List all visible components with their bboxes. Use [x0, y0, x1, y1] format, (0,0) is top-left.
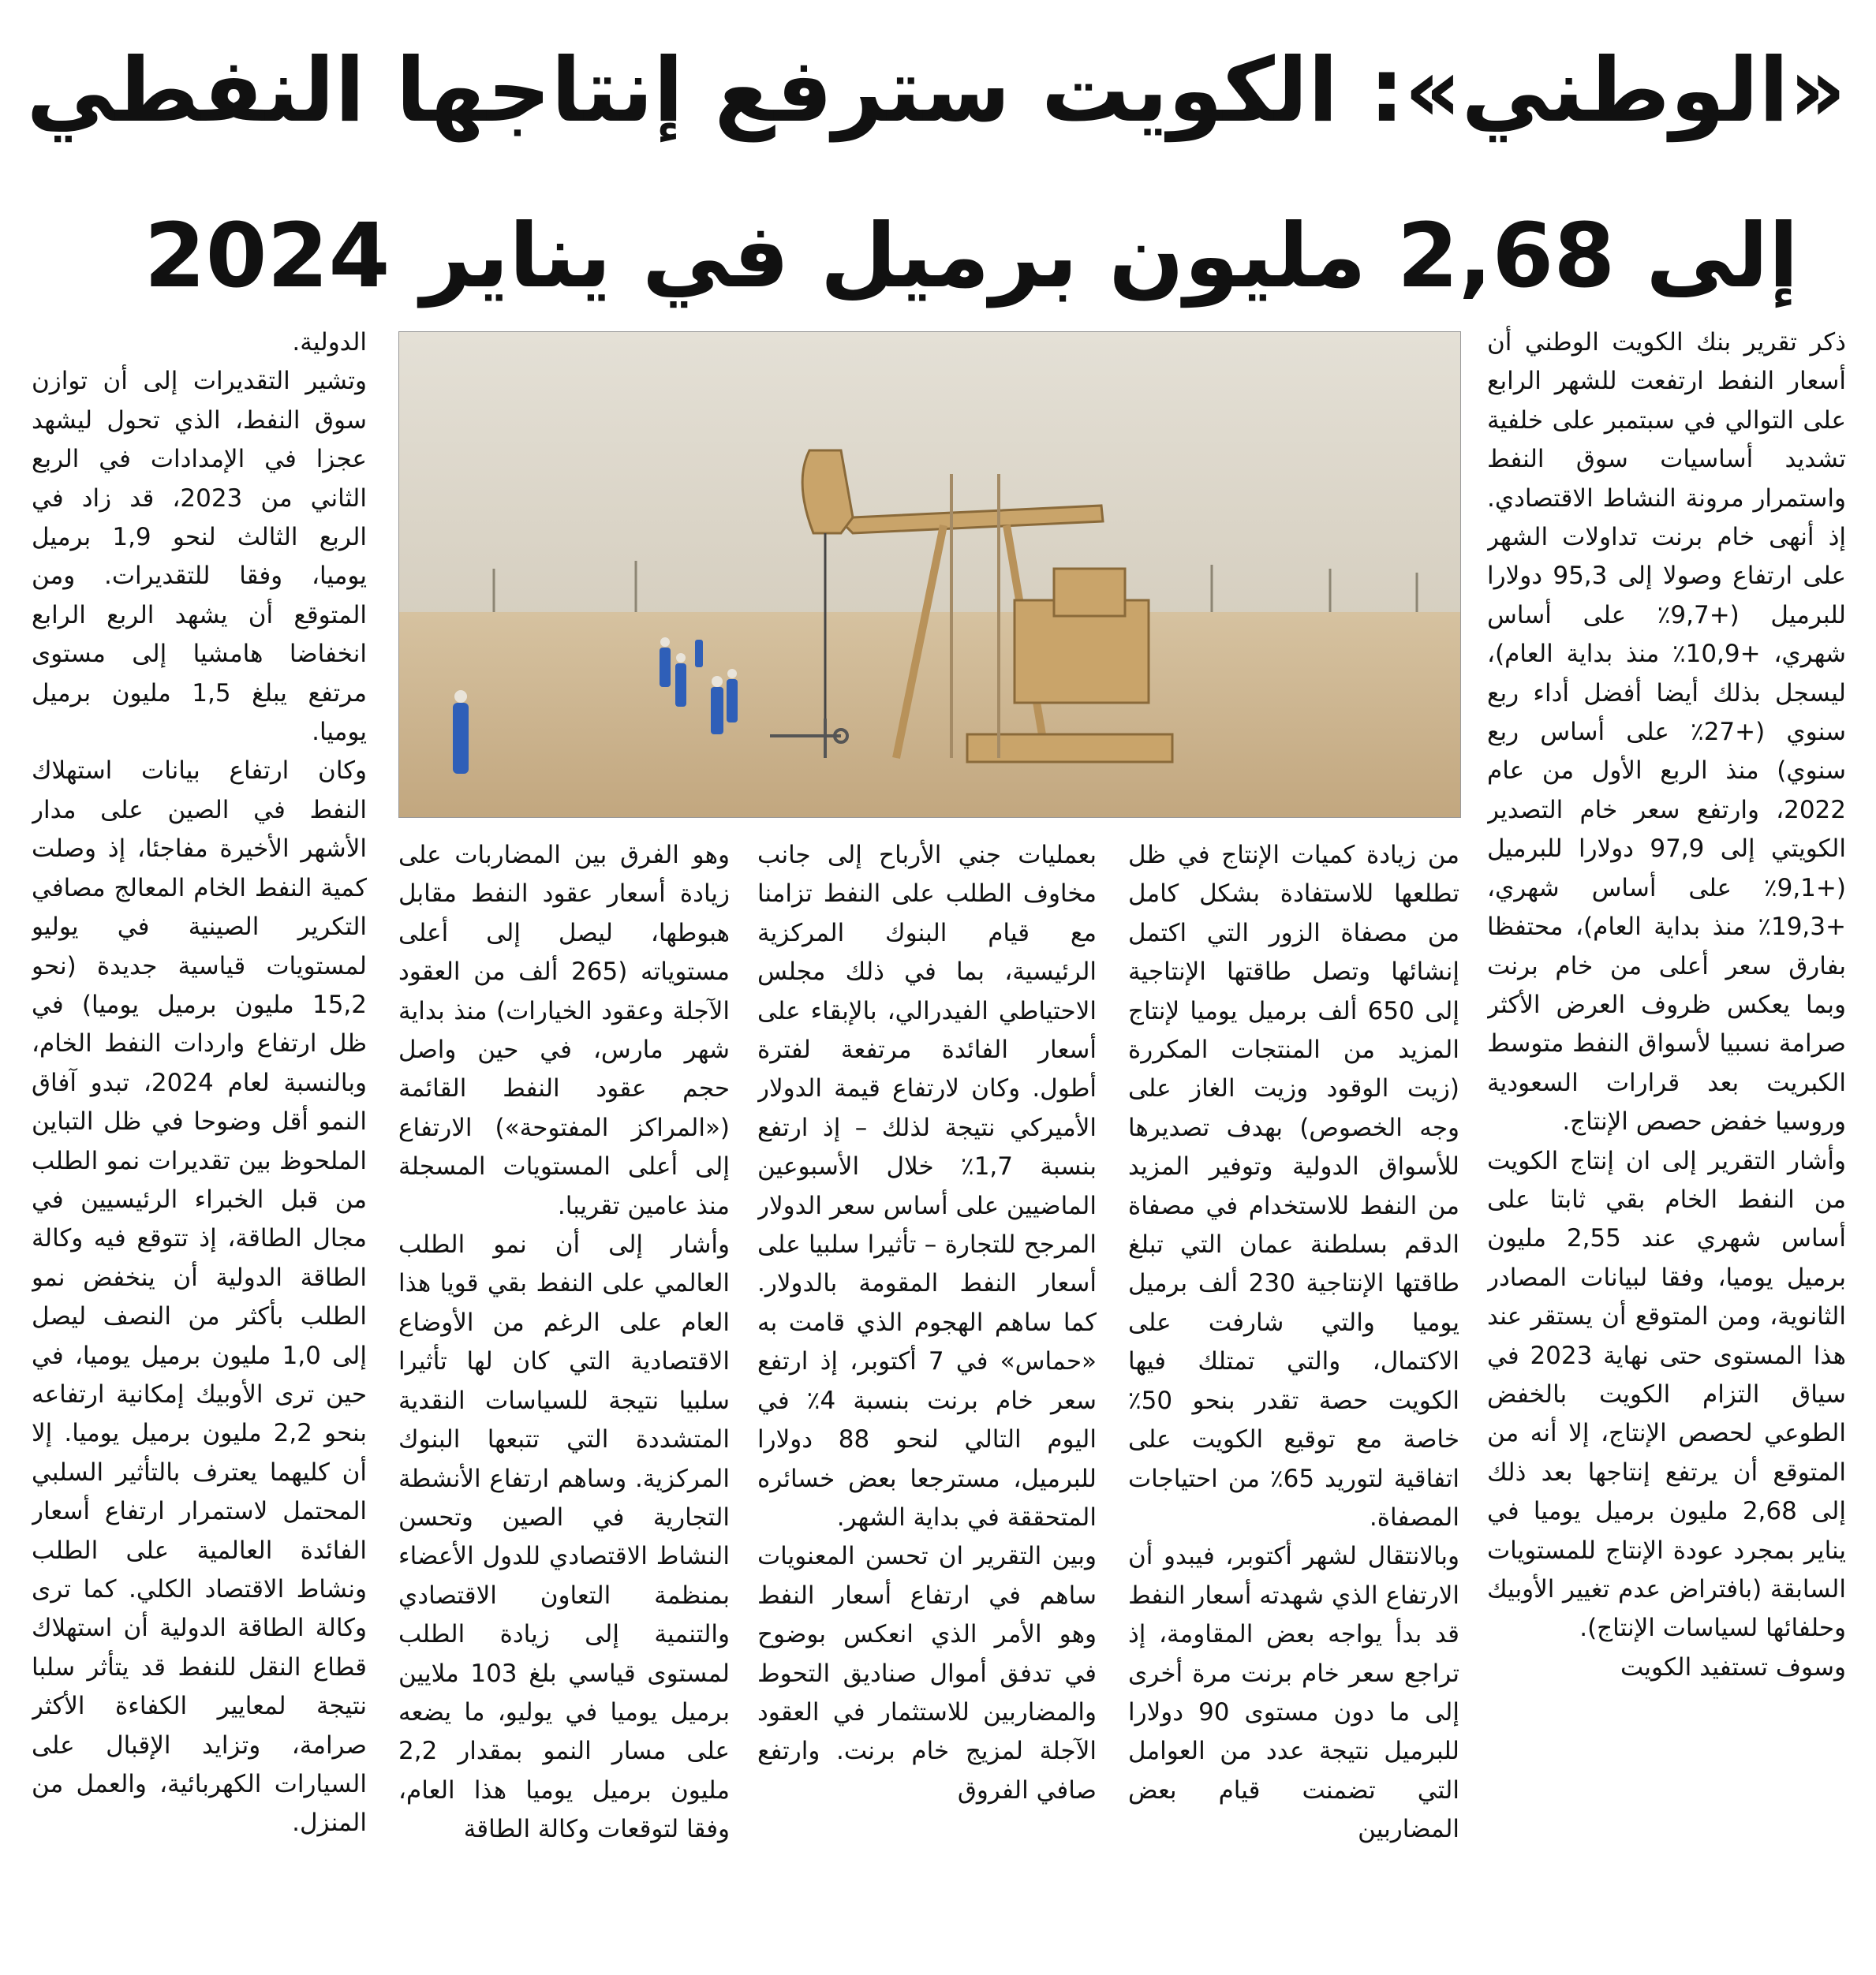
headline-line-1: «الوطني»: الكويت سترفع إنتاجها النفطي	[26, 39, 1846, 142]
headline-line-2: إلى 2,68 مليون برميل في يناير 2024	[144, 205, 1799, 308]
article-column-4	[398, 836, 730, 1960]
article-column-1	[1487, 323, 1846, 1960]
paragraph: الدولية.	[292, 328, 367, 357]
paragraph: بعمليات جني الأرباح إلى جانب مخاوف الطلب على النفط تزامنا مع قيام البنوك المركزية الرئيسية، بما في ذلك مجلس الاحتياطي الفيدرالي، بالإبقاء على أسعار الفائدة مرتفعة لفترة أطول. وكان لارتفاع قيمة الدولار الأميركي نتيجة لذلك – إذ ارتفع بنسبة 1,7٪ خلال الأسبوعين الماضيين على أساس سعر الدولار المرجح للتجارة – تأثيرا سلبيا على أسعار النفط المقومة بالدولار. كما ساهم الهجوم الذي قامت به «حماس» في 7 أكتوبر، إذ ارتفع سعر خام برنت بنسبة 4٪ في اليوم التالي لنحو 88 دولارا للبرميل، مسترجعا بعض خسائره المتحققة في بداية الشهر.	[757, 841, 1097, 1532]
article-photo-pumpjack	[398, 331, 1461, 818]
photo-sand	[399, 612, 1460, 817]
paragraph: وبالانتقال لشهر أكتوبر، فيبدو أن الارتفاع الذي شهدته أسعار النفط قد بدأ يواجه بعض المقاومة، إذ تراجع سعر خام برنت مرة أخرى إلى ما دون مستوى 90 دولارا للبرميل نتيجة عدد من العوامل التي تضمنت قيام بعض المضاربين	[1128, 1542, 1459, 1844]
paragraph: وأشار التقرير إلى ان إنتاج الكويت من النفط الخام بقي ثابتا على أساس شهري عند 2,55 مليون برميل يوميا، وفقا لبيانات المصادر الثانوية، ومن المتوقع أن يستقر عند هذا المستوى حتى نهاية 2023 في سياق التزام الكويت بالخفض الطوعي لحصص الإنتاج، إلا أنه من المتوقع أن يرتفع إنتاجها بعد ذلك إلى 2,68 مليون برميل يوميا في يناير بمجرد عودة الإنتاج للمستويات السابقة (بافتراض عدم تغيير الأوبيك وحلفائها لسياسات الإنتاج).	[1487, 1146, 1846, 1643]
paragraph: وكان ارتفاع بيانات استهلاك النفط في الصين على مدار الأشهر الأخيرة مفاجئا، إذ وصلت كمية النفط الخام المعالج مصافي التكرير الصينية في يوليو لمستويات قياسية جديدة (نحو 15,2 مليون برميل يوميا) في ظل ارتفاع واردات النفط الخام، وبالنسبة لعام 2024، تبدو آفاق النمو أقل وضوحا في ظل التباين الملحوظ بين تقديرات نمو الطلب من قبل الخبراء الرئيسيين في مجال الطاقة، إذ تتوقع فيه وكالة الطاقة الدولية أن ينخفض نمو الطلب بأكثر من النصف ليصل إلى 1,0 مليون برميل يوميا، في حين ترى الأوبيك إمكانية ارتفاعه بنحو 2,2 مليون برميل يوميا. إلا أن كليهما يعترف بالتأثير السلبي المحتمل لاستمرار ارتفاع أسعار الفائدة العالمية على الطلب ونشاط الاقتصاد الكلي. كما ترى وكالة الطاقة الدولية أن استهلاك قطاع النقل للنفط قد يتأثر سلبا نتيجة لمعايير الكفاءة الأكثر صرامة، وتزايد الإقبال على السيارات الكهربائية، والعمل من المنزل.	[32, 756, 367, 1838]
paragraph: وتشير التقديرات إلى أن توازن سوق النفط، الذي تحول ليشهد عجزا في الإمدادات في الربع الثاني من 2023، قد زاد في الربع الثالث لنحو 1,9 برميل يوميا، وفقا للتقديرات. ومن المتوقع أن يشهد الربع الرابع انخفاضا هامشيا إلى مستوى مرتفع يبلغ 1,5 مليون برميل يوميا.	[32, 367, 367, 747]
paragraph: وأشار إلى أن نمو الطلب العالمي على النفط بقي قويا هذا العام على الرغم من الأوضاع الاقتصادية التي كان لها تأثيرا سلبيا نتيجة للسياسات النقدية المتشددة التي تتبعها البنوك المركزية. وساهم ارتفاع الأنشطة التجارية في الصين وتحسن النشاط الاقتصادي للدول الأعضاء بمنظمة التعاون الاقتصادي والتنمية إلى زيادة الطلب لمستوى قياسي بلغ 103 ملايين برميل يوميا في يوليو، ما يضعه على مسار النمو بمقدار 2,2 مليون برميل يوميا هذا العام، وفقا لتوقعات وكالة الطاقة	[398, 1230, 730, 1844]
article-column-2	[1128, 836, 1459, 1960]
headline	[26, 24, 1846, 323]
article-column-3	[757, 836, 1097, 1960]
paragraph: وهو الفرق بين المضاربات على زيادة أسعار عقود النفط مقابل هبوطها، ليصل إلى أعلى مستوياته (265 ألف من العقود الآجلة وعقود الخيارات) منذ بداية شهر مارس، في حين واصل حجم عقود النفط القائمة («المراكز المفتوحة») الارتفاع إلى أعلى المستويات المسجلة منذ عامين تقريبا.	[398, 841, 730, 1220]
paragraph: وسوف تستفيد الكويت	[1620, 1652, 1846, 1682]
paragraph: من زيادة كميات الإنتاج في ظل تطلعها للاستفادة بشكل كامل من مصفاة الزور التي اكتمل إنشائها وتصل طاقتها الإنتاجية إلى 650 ألف برميل يوميا لإنتاج المزيد من المنتجات المكررة (زيت الوقود وزيت الغاز على وجه الخصوص) بهدف تصديرها للأسواق الدولية وتوفير المزيد من النفط للاستخدام في مصفاة الدقم بسلطنة عمان التي تبلغ طاقتها الإنتاجية 230 ألف برميل يوميا والتي شارفت على الاكتمال، والتي تمتلك فيها الكويت حصة تقدر بنحو 50٪ خاصة مع توقيع الكويت على اتفاقية لتوريد 65٪ من احتياجات المصفاة.	[1128, 841, 1459, 1532]
paragraph: وبين التقرير ان تحسن المعنويات ساهم في ارتفاع أسعار النفط وهو الأمر الذي انعكس بوضوح في تدفق أموال صناديق التحوط والمضاربين للاستثمار في العقود الآجلة لمزيج خام برنت. وارتفع صافي الفروق	[757, 1542, 1097, 1805]
article-column-5	[32, 323, 367, 1960]
paragraph: ذكر تقرير بنك الكويت الوطني أن أسعار النفط ارتفعت للشهر الرابع على التوالي في سبتمبر على خلفية تشديد أساسيات سوق النفط واستمرار مرونة النشاط الاقتصادي. إذ أنهى خام برنت تداولات الشهر على ارتفاع وصولا إلى 95,3 دولارا للبرميل (+9,7٪ على أساس شهري، +10,9٪ منذ بداية العام)، ليسجل بذلك أيضا أفضل أداء ربع سنوي (+27٪ على أساس ربع سنوي) منذ الربع الأول من عام 2022، وارتفع سعر خام التصدير الكويتي إلى 97,9 دولارا للبرميل (+9,1٪ على أساس شهري، +19,3٪ منذ بداية العام)، محتفظا بفارق سعر أعلى من خام برنت وبما يعكس ظروف العرض الأكثر صرامة نسبيا لأسواق النفط متوسط الكبريت بعد قرارات السعودية وروسيا خفض حصص الإنتاج.	[1487, 328, 1846, 1137]
